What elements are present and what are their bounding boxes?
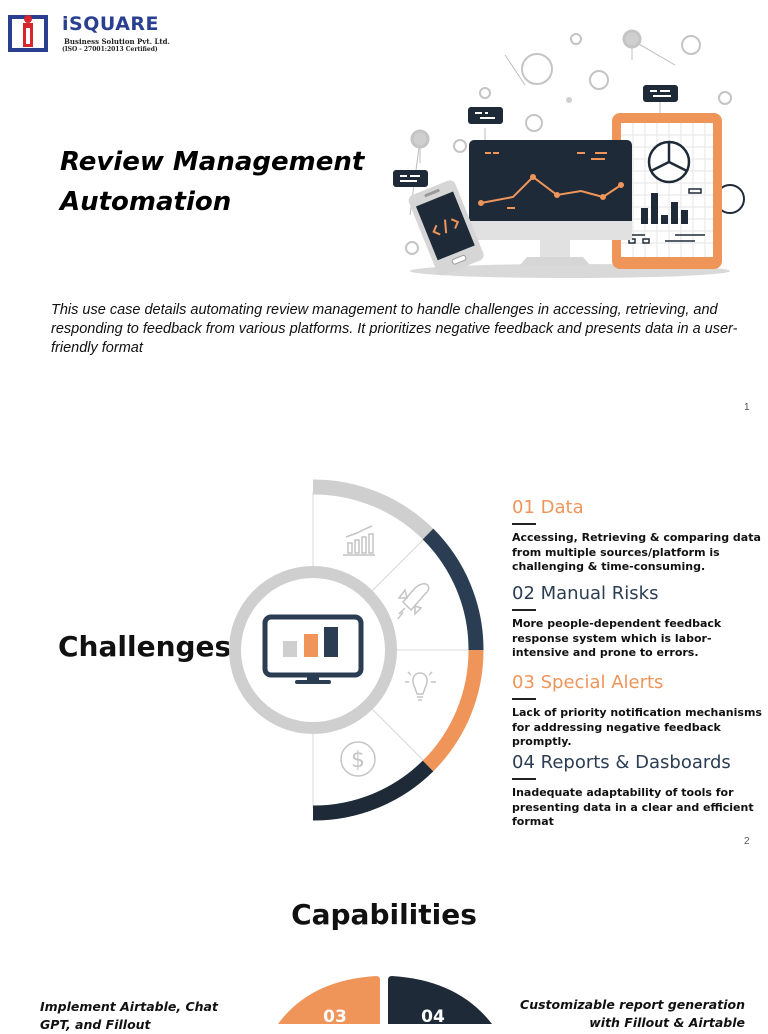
challenge-heading: 01 Data bbox=[512, 497, 584, 518]
challenge-description: More people-dependent feedback response system which is labor-intensive and prone to errors. bbox=[512, 617, 722, 659]
capability-left-text: Implement Airtable, Chat GPT, and Fillout bbox=[40, 999, 218, 1032]
challenge-description: Inadequate adaptability of tools for presenting data in a clear and efficient format bbox=[512, 786, 754, 828]
capabilities-wheel bbox=[270, 972, 500, 1024]
page-number-1: 1 bbox=[744, 402, 750, 413]
divider bbox=[512, 778, 536, 780]
bar-chart-icon bbox=[343, 526, 375, 555]
segment-04-label: 04 bbox=[421, 1007, 445, 1024]
slide-title: Review Management Automation bbox=[60, 147, 365, 217]
divider bbox=[512, 609, 536, 611]
logo-certification: (ISO - 27001:2013 Certified) bbox=[62, 46, 158, 53]
capabilities-title: Capabilities bbox=[291, 898, 477, 931]
hero-illustration bbox=[385, 25, 755, 285]
monitor-line-chart-icon bbox=[469, 140, 632, 265]
challenge-item-data bbox=[512, 497, 762, 575]
logo-company-name: iSQUARE bbox=[62, 13, 160, 35]
divider bbox=[512, 698, 536, 700]
page-number-2: 2 bbox=[744, 836, 750, 847]
challenge-description: Lack of priority notification mechanisms for addressing negative feedback promptly. bbox=[512, 706, 762, 748]
rocket-icon bbox=[398, 584, 429, 619]
divider bbox=[512, 523, 536, 525]
challenge-heading: 03 Special Alerts bbox=[512, 672, 664, 693]
challenge-item-reports bbox=[512, 752, 762, 830]
svg-text:$: $ bbox=[351, 748, 365, 773]
intro-paragraph: This use case details automating review management to handle challenges in accessing, retrieving, and responding to feedback from various platforms. It prioritizes negative feedback and presents data in a user-friendly format bbox=[51, 302, 738, 356]
logo-subtitle: Business Solution Pvt. Ltd. bbox=[64, 37, 170, 46]
challenge-item-special-alerts bbox=[512, 672, 762, 750]
capability-right-text: Customizable report generation with Fillout & Airtable bbox=[520, 997, 745, 1030]
lightbulb-icon bbox=[405, 672, 436, 700]
challenge-description: Accessing, Retrieving & comparing data from multiple sources/platform is challenging & time-consuming. bbox=[512, 531, 761, 573]
segment-03-label: 03 bbox=[323, 1007, 347, 1024]
pie-chart-icon bbox=[649, 142, 689, 182]
challenge-heading: 02 Manual Risks bbox=[512, 583, 659, 604]
computer-monitor-icon bbox=[265, 617, 361, 684]
challenge-item-manual-risks bbox=[512, 583, 762, 661]
challenge-heading: 04 Reports & Dasboards bbox=[512, 752, 731, 773]
challenges-title: Challenges bbox=[58, 630, 232, 663]
dollar-icon bbox=[341, 742, 375, 776]
company-logo-icon bbox=[8, 14, 48, 52]
challenges-wheel bbox=[215, 470, 500, 830]
